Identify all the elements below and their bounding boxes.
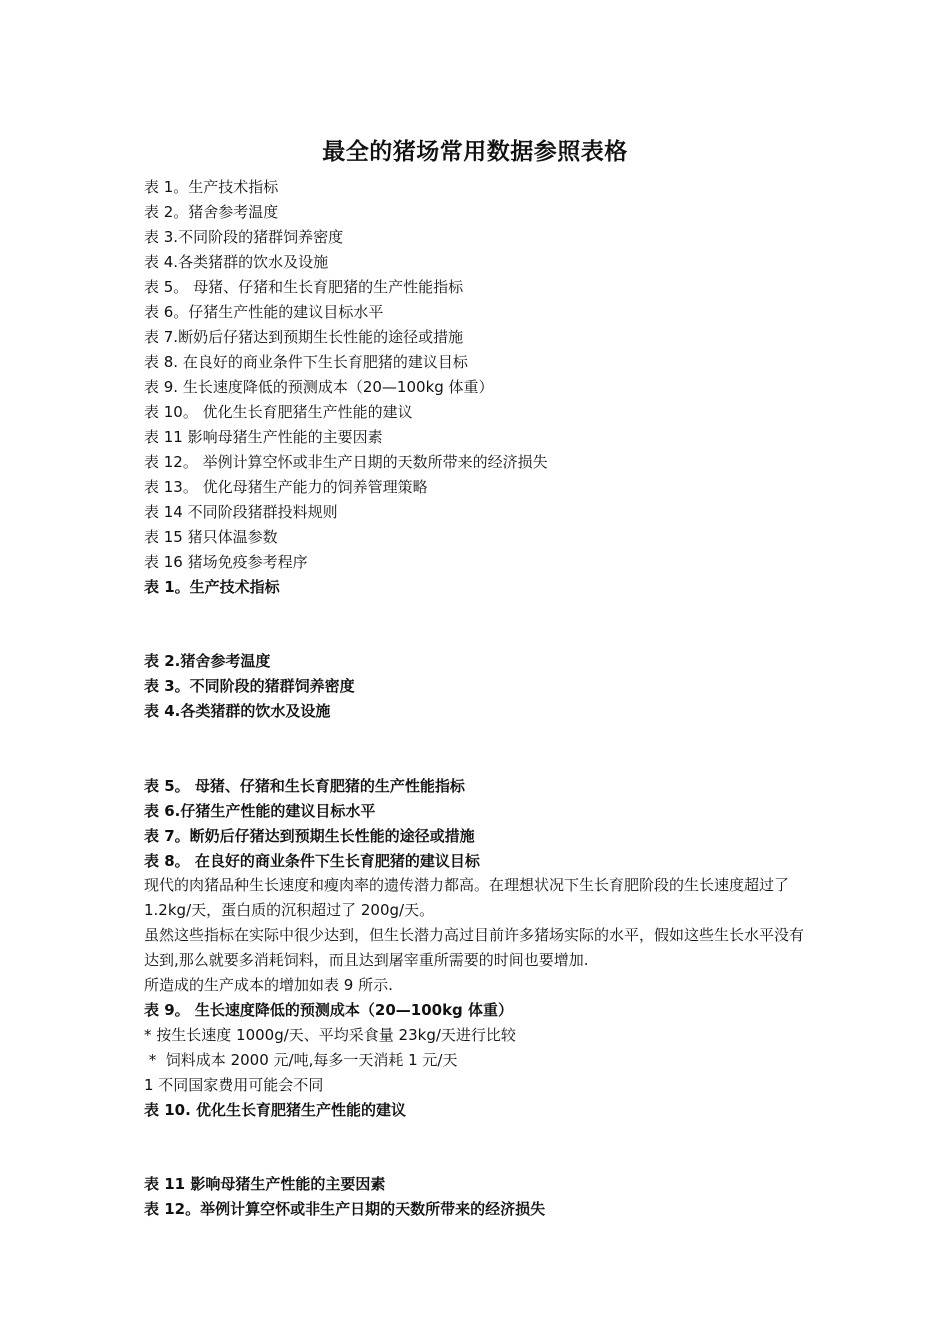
toc-item: 表 7.断奶后仔猪达到预期生长性能的途径或措施 xyxy=(144,328,464,346)
toc-item: 表 11 影响母猪生产性能的主要因素 xyxy=(144,428,383,446)
section-heading-table-7: 表 7。断奶后仔猪达到预期生长性能的途径或措施 xyxy=(144,827,475,845)
section-heading-table-10: 表 10. 优化生长育肥猪生产性能的建议 xyxy=(144,1101,407,1119)
toc-item: 表 8. 在良好的商业条件下生长育肥猪的建议目标 xyxy=(144,353,468,371)
toc-item: 表 12。 举例计算空怀或非生产日期的天数所带来的经济损失 xyxy=(144,453,548,471)
toc-item: 表 6。仔猪生产性能的建议目标水平 xyxy=(144,303,384,321)
section-heading-table-3: 表 3。不同阶段的猪群饲养密度 xyxy=(144,677,355,695)
toc-item: 表 13。 优化母猪生产能力的饲养管理策略 xyxy=(144,478,428,496)
footnote: 1 不同国家费用可能会不同 xyxy=(144,1076,324,1094)
section-heading-table-9: 表 9。 生长速度降低的预测成本（20—100kg 体重） xyxy=(144,1001,514,1019)
section-heading-table-11: 表 11 影响母猪生产性能的主要因素 xyxy=(144,1175,386,1193)
toc-item: 表 10。 优化生长育肥猪生产性能的建议 xyxy=(144,403,413,421)
toc-item: 表 4.各类猪群的饮水及设施 xyxy=(144,253,329,271)
body-paragraph-feed-cost: 虽然这些指标在实际中很少达到，但生长潜力高过目前许多猪场实际的水平，假如这些生长水平没有达到,那么就要多消耗饲料，而且达到屠宰重所需要的时间也要增加. xyxy=(144,926,805,969)
section-heading-table-8: 表 8。 在良好的商业条件下生长育肥猪的建议目标 xyxy=(144,852,480,870)
toc-item: 表 5。 母猪、仔猪和生长育肥猪的生产性能指标 xyxy=(144,278,464,296)
body-paragraph-cost-ref: 所造成的生产成本的增加如表 9 所示. xyxy=(144,976,393,994)
section-heading-table-1: 表 1。生产技术指标 xyxy=(144,578,280,596)
section-heading-table-2: 表 2.猪舍参考温度 xyxy=(144,652,271,670)
toc-item: 表 1。生产技术指标 xyxy=(144,178,279,196)
toc-item: 表 16 猪场免疫参考程序 xyxy=(144,553,308,571)
footnote: * 饲料成本 2000 元/吨,每多一天消耗 1 元/天 xyxy=(144,1051,458,1069)
section-heading-table-12: 表 12。举例计算空怀或非生产日期的天数所带来的经济损失 xyxy=(144,1200,546,1218)
toc-item: 表 15 猪只体温参数 xyxy=(144,528,278,546)
toc-item: 表 2。猪舍参考温度 xyxy=(144,203,279,221)
section-heading-table-5: 表 5。 母猪、仔猪和生长育肥猪的生产性能指标 xyxy=(144,777,465,795)
toc-item: 表 3.不同阶段的猪群饲养密度 xyxy=(144,228,344,246)
document-title: 最全的猪场常用数据参照表格 xyxy=(322,139,628,165)
section-heading-table-6: 表 6.仔猪生产性能的建议目标水平 xyxy=(144,802,376,820)
toc-item: 表 14 不同阶段猪群投料规则 xyxy=(144,503,338,521)
footnote: * 按生长速度 1000g/天、平均采食量 23kg/天进行比较 xyxy=(144,1026,516,1044)
section-heading-table-4: 表 4.各类猪群的饮水及设施 xyxy=(144,702,331,720)
body-paragraph-growth-potential: 现代的肉猪品种生长速度和瘦肉率的遗传潜力都高。在理想状况下生长育肥阶段的生长速度超过了 1.2kg/天，蛋白质的沉积超过了 200g/天。 xyxy=(144,876,790,919)
toc-item: 表 9. 生长速度降低的预测成本（20—100kg 体重） xyxy=(144,378,494,396)
